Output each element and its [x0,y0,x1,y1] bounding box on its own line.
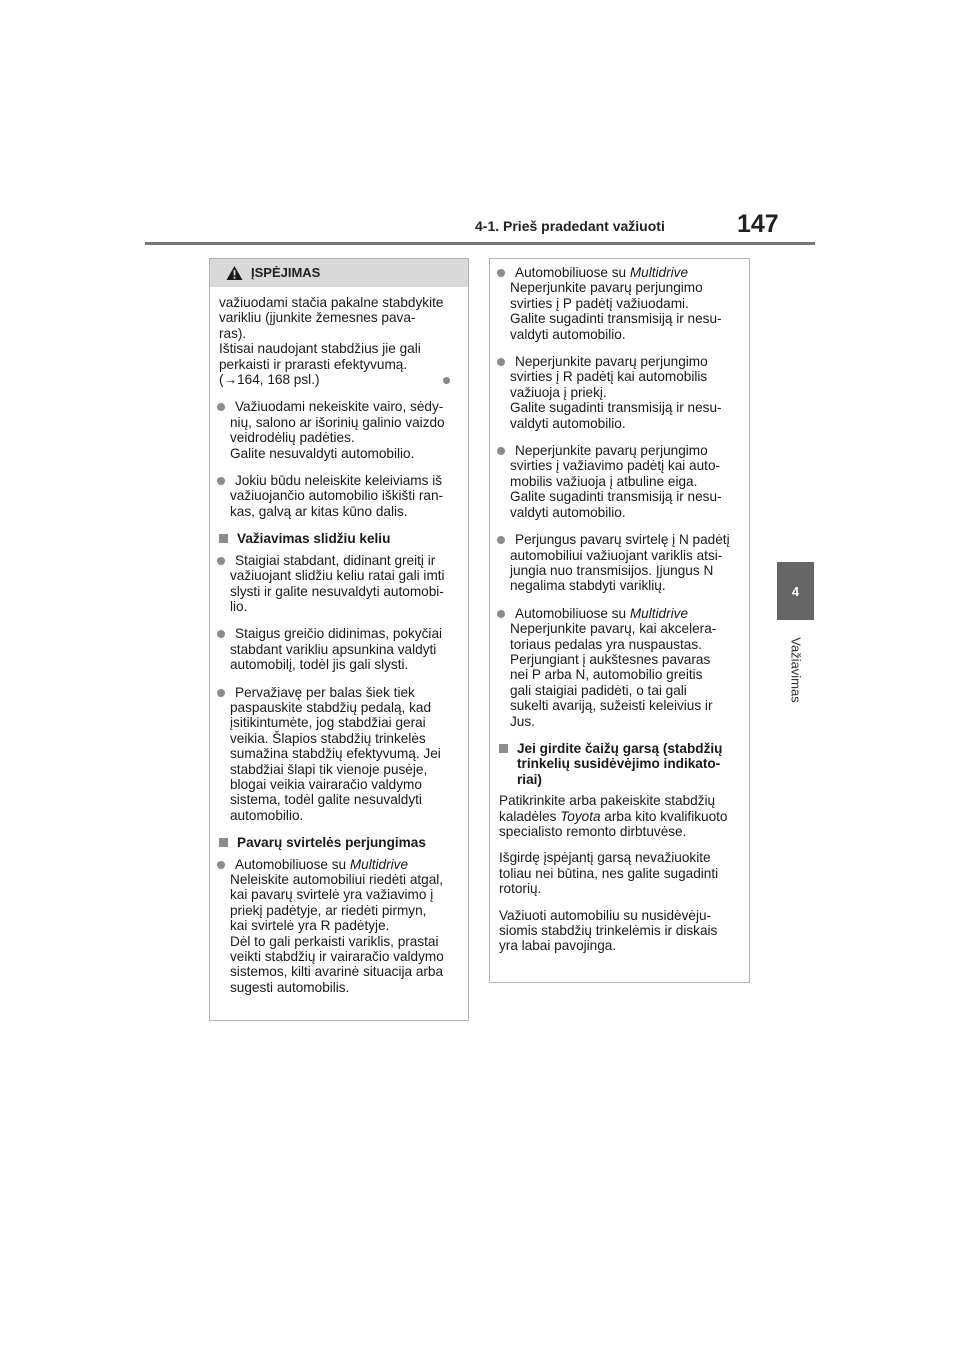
list-item: Perjungus pavarų svirtelę į N padėtį automobiliui važiuojant variklis atsi- jungia nuo transmisijos. Įjungus N negalima stabdyti variklių. [499,532,740,594]
warning-header [210,259,468,287]
chapter-tab[interactable]: 4 [777,562,814,620]
list-item: Automobiliuose su Multidrive Neperjunkite pavarų, kai akcelera- toriaus pedalas yra nuspaustas. Perjungiant į aukštesnes pavaras nei P arba N, automobilio greitis gali staigiai padidėti, o tai gali sukelti avariją, sužeisti keleivius ir Jus. [499,606,740,729]
chapter-side-label: Važiavimas [788,637,804,703]
list-item: Pervažiavę per balas šiek tiek paspauskite stabdžių pedalą, kad įsitikintumėte, jog stabdžiai gerai veikia. Šlapios stabdžių trinkelės sumažina stabdžių efektyvumą. Jei stabdžiai šlapi tik vienoje pusėje, blogai veikia vairaračio valdymo sistema, todėl galite nesuvaldyti automobilio. [219,685,459,824]
list-item: Neperjunkite pavarų perjungimo svirties į R padėtį kai automobilis važiuoja į priekį. Galite sugadinti transmisiją ir nesu- valdyti automobilio. [499,354,740,431]
header-divider [145,242,815,245]
section-heading: Važiavimas slidžiu keliu [219,531,459,546]
paragraph: Važiuoti automobiliu su nusidėvėju- siomis stabdžių trinkelėmis ir diskais yra labai pavojinga. [499,907,718,954]
paragraph: Išgirdę įspėjantį garsą nevažiuokite toliau nei būtina, nes galite sugadinti rotorių. [499,850,719,897]
warning-panel [209,258,469,1021]
bullet-icon [217,689,225,697]
bullet-icon [217,861,225,869]
list-item: Neperjunkite pavarų perjungimo svirties į važiavimo padėtį kai auto- mobilis važiuoja į atbuline eiga. Galite sugadinti transmisiją ir nesu- valdyti automobilio. [499,443,740,520]
section-title: 4-1. Prieš pradedant važiuoti [475,218,665,234]
square-bullet-icon [499,744,508,753]
warning-triangle-icon [226,265,243,281]
bullet-icon [217,557,225,565]
list-item: Važiuodami nekeiskite vairo, sėdy- nių, salono ar išorinių galinio vaizdo veidrodėlių padėties. Galite nesuvaldyti automobilio. [219,399,459,461]
bullet-icon [497,447,505,455]
section-heading: Jei girdite čaižų garsą (stabdžių trinkelių susidėvėjimo indikato- riai) [499,741,740,787]
paragraph: Patikrinkite arba pakeiskite stabdžių kaladėles Toyota arba kito kvalifikuoto specialisto remonto dirbtuvėse. [499,793,728,839]
square-bullet-icon [219,838,228,847]
bullet-icon [497,269,505,277]
list-item: Automobiliuose su Multidrive Neleiskite automobiliui riedėti atgal, kai pavarų svirtelė yra važiavimo į priekį padėtyje, ar riedėti pirmyn, kai svirtelė yra R padėtyje. Dėl to gali perkaisti variklis, prastai veikti stabdžių ir vairaračio valdymo sistemos, kilti avarinė situacija arba sugesti automobilis. [219,857,459,996]
list-item: Jokiu būdu neleiskite keleiviams iš važiuojančio automobilio iškišti ran- kas, galvą ar kitas kūno dalis. [219,473,459,519]
continued-paragraph: važiuodami stačia pakalne stabdykite varikliu (įjunkite žemesnes pava- ras). Ištisai naudojant stabdžius jie gali perkaisti ir prarasti efektyvumą. (→164, 168 psl.) [219,295,459,387]
list-item: Staigiai stabdant, didinant greitį ir važiuojant slidžiu keliu ratai gali imti slysti ir galite nesuvaldyti automobi- lio. [219,553,459,615]
section-heading: Pavarų svirtelės perjungimas [219,835,459,850]
bullet-icon [217,477,225,485]
bullet-icon [497,358,505,366]
square-bullet-icon [219,534,228,543]
warning-title: ĮSPĖJIMAS [251,265,321,281]
bullet-icon [497,610,505,618]
bullet-icon [497,536,505,544]
bullet-icon [217,403,225,411]
bullet-icon [217,630,225,638]
warning-panel-continued [489,258,750,983]
list-item: Automobiliuose su Multidrive Neperjunkite pavarų perjungimo svirties į P padėtį važiuodami. Galite sugadinti transmisiją ir nesu- valdyti automobilio. [499,265,740,342]
list-item: Staigus greičio didinimas, pokyčiai stabdant varikliu apsunkina valdyti automobilį, todėl jis gali slysti. [219,626,459,672]
page-number: 147 [737,210,779,238]
